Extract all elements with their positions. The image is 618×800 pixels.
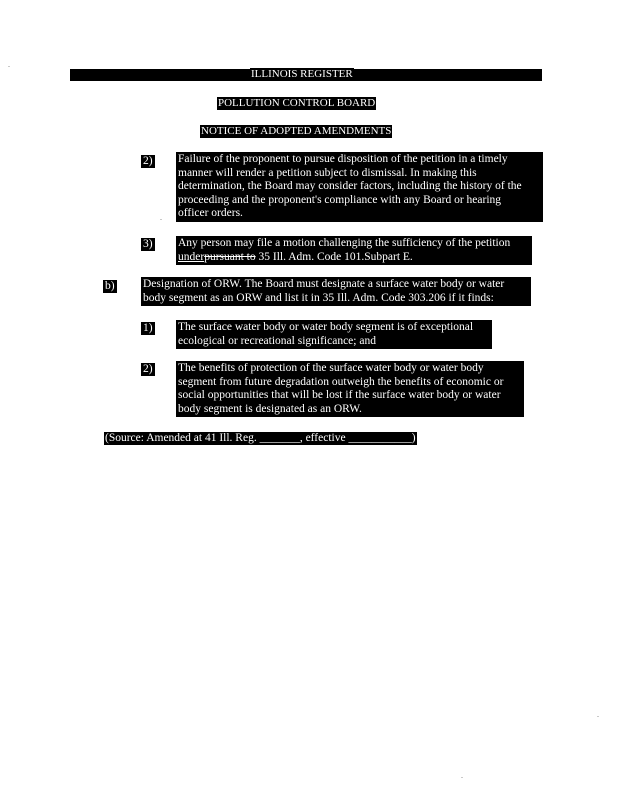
b-item-1-line-2: ecological or recreational significance; and bbox=[178, 334, 376, 347]
scan-speck bbox=[461, 777, 463, 778]
b-item-2-line-2: segment from future degradation outweigh the benefits of economic or bbox=[178, 375, 504, 388]
scan-speck bbox=[8, 66, 10, 67]
item-2-line-1: Failure of the proponent to pursue disposition of the petition in a timely bbox=[178, 153, 508, 165]
b-item-2-line-1: The benefits of protection of the surface water body or water body bbox=[178, 362, 484, 374]
item-3-line-1: Any person may file a motion challenging the sufficiency of the petition bbox=[178, 237, 511, 249]
section-b-paragraph bbox=[141, 277, 531, 306]
item-3-number: 3) bbox=[143, 238, 153, 250]
item-2-line-4: proceeding and the proponent's compliance with any Board or hearing bbox=[178, 193, 502, 206]
item-2-number: 2) bbox=[143, 155, 153, 167]
b-item-2-line-4: body segment is designated as an ORW. bbox=[178, 402, 362, 415]
scan-speck bbox=[597, 716, 599, 717]
source-note: (Source: Amended at 41 Ill. Reg. _______, effective ___________) bbox=[105, 432, 416, 444]
scan-speck bbox=[160, 219, 162, 220]
board-title: POLLUTION CONTROL BOARD bbox=[218, 97, 376, 109]
item-2-paragraph bbox=[176, 152, 543, 222]
notice-title: NOTICE OF ADOPTED AMENDMENTS bbox=[201, 125, 392, 137]
section-b-line-2: body segment as an ORW and list it in 35 Ill. Adm. Code 303.206 if it finds: bbox=[143, 291, 494, 304]
b-item-2-paragraph bbox=[176, 361, 524, 417]
item-3-line-2-rest: 35 Ill. Adm. Code 101.Subpart E. bbox=[255, 250, 413, 263]
inserted-text: under bbox=[178, 250, 205, 263]
b-item-1-paragraph bbox=[176, 320, 492, 349]
item-2-line-5: officer orders. bbox=[178, 207, 243, 220]
b-item-1-line-1: The surface water body or water body segment is of exceptional bbox=[178, 321, 474, 333]
item-3-paragraph bbox=[176, 236, 532, 265]
item-3-line-2 bbox=[178, 251, 530, 265]
deleted-text: pursuant to bbox=[204, 250, 256, 263]
register-title: ILLINOIS REGISTER bbox=[251, 68, 353, 80]
section-b-number: b) bbox=[105, 280, 115, 292]
b-item-1-number: 1) bbox=[143, 322, 153, 334]
section-b-line-1: Designation of ORW. The Board must designate a surface water body or water bbox=[143, 278, 505, 290]
b-item-2-number: 2) bbox=[143, 363, 153, 375]
item-2-line-2: manner will render a petition subject to dismissal. In making this bbox=[178, 166, 477, 179]
item-2-line-3: determination, the Board may consider factors, including the history of the bbox=[178, 180, 522, 193]
b-item-2-line-3: social opportunities that will be lost if the surface water body or water bbox=[178, 389, 501, 402]
